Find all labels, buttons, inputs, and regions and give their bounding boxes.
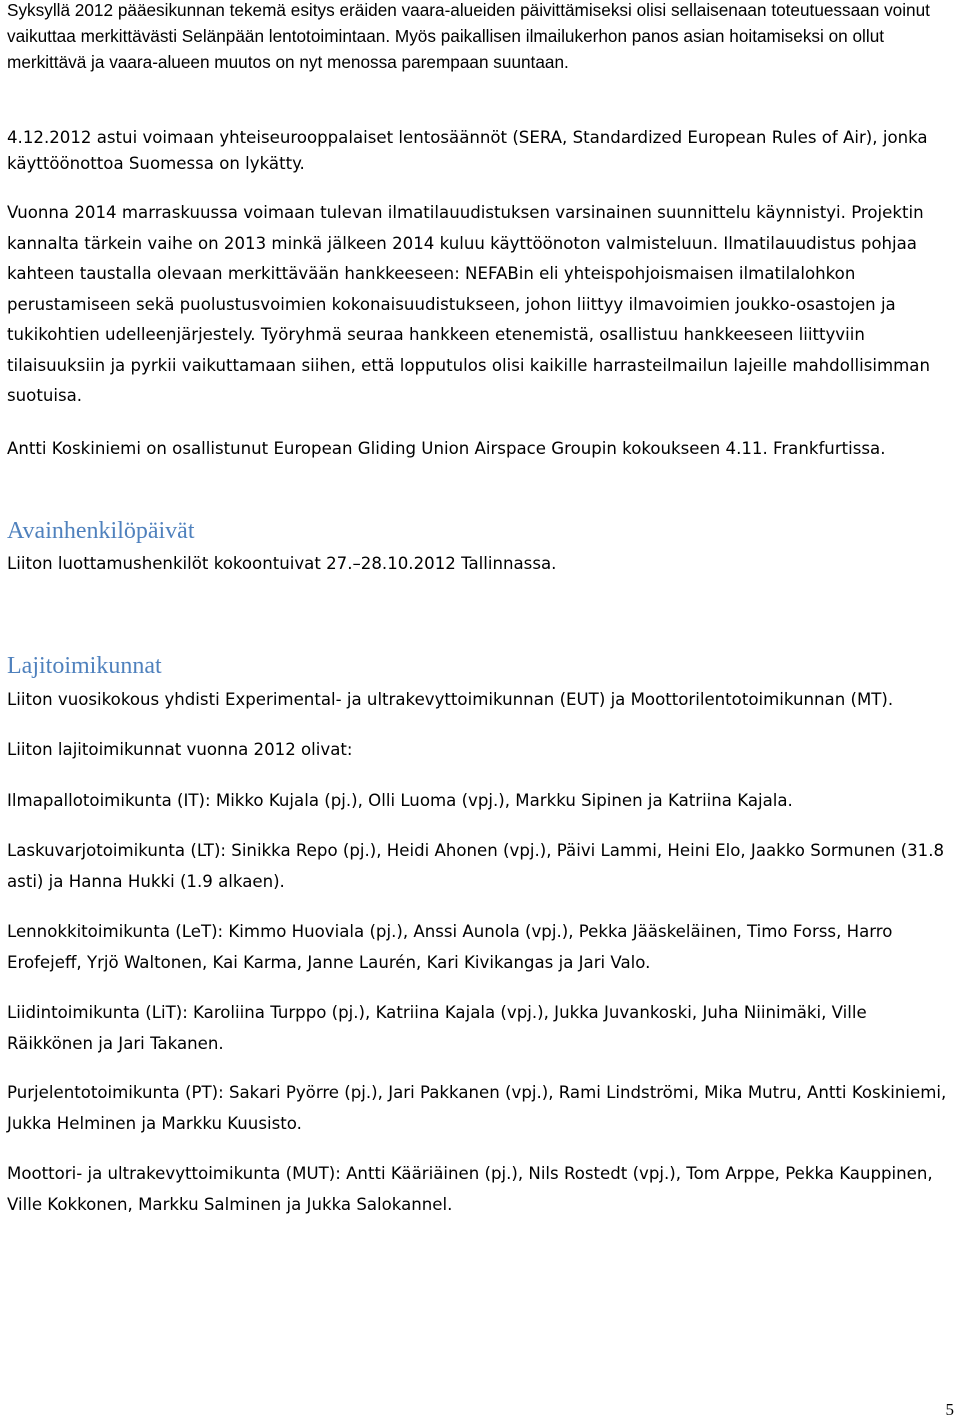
committee-hang-gliding: Liidintoimikunta (LiT): Karoliina Turppo (pj.), Katriina Kajala (vpj.), Jukka Juvankoski, Juha Niinimäki, Ville Räikkönen ja Jari Takanen. [7, 1003, 867, 1053]
committee-model-aircraft: Lennokkitoimikunta (LeT): Kimmo Huoviala (pj.), Anssi Aunola (vpj.), Pekka Jääskeläinen, Timo Forss, Harro Erofejeff, Yrjö Waltonen, Kai Karma, Janne Laurén, Kari Kivikangas ja Jari Valo. [7, 922, 893, 972]
key-persons-text: Liiton luottamushenkilöt kokoontuivat 27.–28.10.2012 Tallinnassa. [7, 554, 557, 573]
committees-merger-text: Liiton vuosikokous yhdisti Experimental- ja ultrakevyttoimikunnan (EUT) ja Moottorilentotoimikunnan (MT). [7, 690, 894, 709]
sports-committees-heading: Lajitoimikunnat [7, 653, 162, 679]
key-persons-heading: Avainhenkilöpäivät [7, 518, 195, 544]
intro-paragraph: Syksyllä 2012 pääesikunnan tekemä esitys eräiden vaara-alueiden päivittämiseksi olisi sellaisenaan toteutuessaan voinut vaikuttaa merkittävästi Selänpään lentotoimintaan. Myös paikallisen ilmailukerhon panos asian hoitamiseksi on ollut merkittävä ja vaara-alueen muutos on nyt menossa parempaan suuntaan. [7, 0, 930, 72]
committee-balloon: Ilmapallotoimikunta (IT): Mikko Kujala (pj.), Olli Luoma (vpj.), Markku Sipinen ja Katriina Kajala. [7, 791, 793, 810]
committees-list-intro: Liiton lajitoimikunnat vuonna 2012 olivat: [7, 740, 353, 759]
committee-parachuting: Laskuvarjotoimikunta (LT): Sinikka Repo (pj.), Heidi Ahonen (vpj.), Päivi Lammi, Heini Elo, Jaakko Sormunen (31.8 asti) ja Hanna Hukki (1.9 alkaen). [7, 841, 945, 891]
page-number: 5 [945, 1400, 954, 1419]
sera-paragraph: 4.12.2012 astui voimaan yhteiseurooppalaiset lentosäännöt (SERA, Standardized European Rules of Air), jonka käyttöönottoa Suomessa on lykätty. [7, 128, 928, 173]
airspace-reform-paragraph: Vuonna 2014 marraskuussa voimaan tulevan ilmatilauudistuksen varsinainen suunnittelu käynnistyi. Projektin kannalta tärkein vaihe on 2013 minkä jälkeen 2014 kuluu käyttöönoton valmisteluun. Ilmatilauudistus pohjaa kahteen taustalla olevaan merkittävään hankkeeseen: NEFABin eli yhteispohjoismaisen ilmatilalohkon perustamiseen sekä puolustusvoimien kokonaisuudistukseen, johon liittyy ilmavoimien joukko-osastojen ja tukikohtien udelleenjärjestely. Työryhmä seuraa hankkeen etenemistä, osallistuu hankkeeseen liittyviin tilaisuuksiin ja pyrkii vaikuttamaan siihen, että lopputulos olisi kaikille harrasteilmailun lajeille mahdollisimman suotuisa. [7, 203, 930, 405]
committee-motor-ultralight: Moottori- ja ultrakevyttoimikunta (MUT): Antti Kääriäinen (pj.), Nils Rostedt (vpj.), Tom Arppe, Pekka Kauppinen, Ville Kokkonen, Markku Salminen ja Jukka Salokannel. [7, 1164, 933, 1214]
egu-paragraph: Antti Koskiniemi on osallistunut European Gliding Union Airspace Groupin kokoukseen 4.11. Frankfurtissa. [7, 439, 886, 458]
committee-gliding: Purjelentotoimikunta (PT): Sakari Pyörre (pj.), Jari Pakkanen (vpj.), Rami Lindströmi, Mika Mutru, Antti Koskiniemi, Jukka Helminen ja Markku Kuusisto. [7, 1083, 947, 1133]
